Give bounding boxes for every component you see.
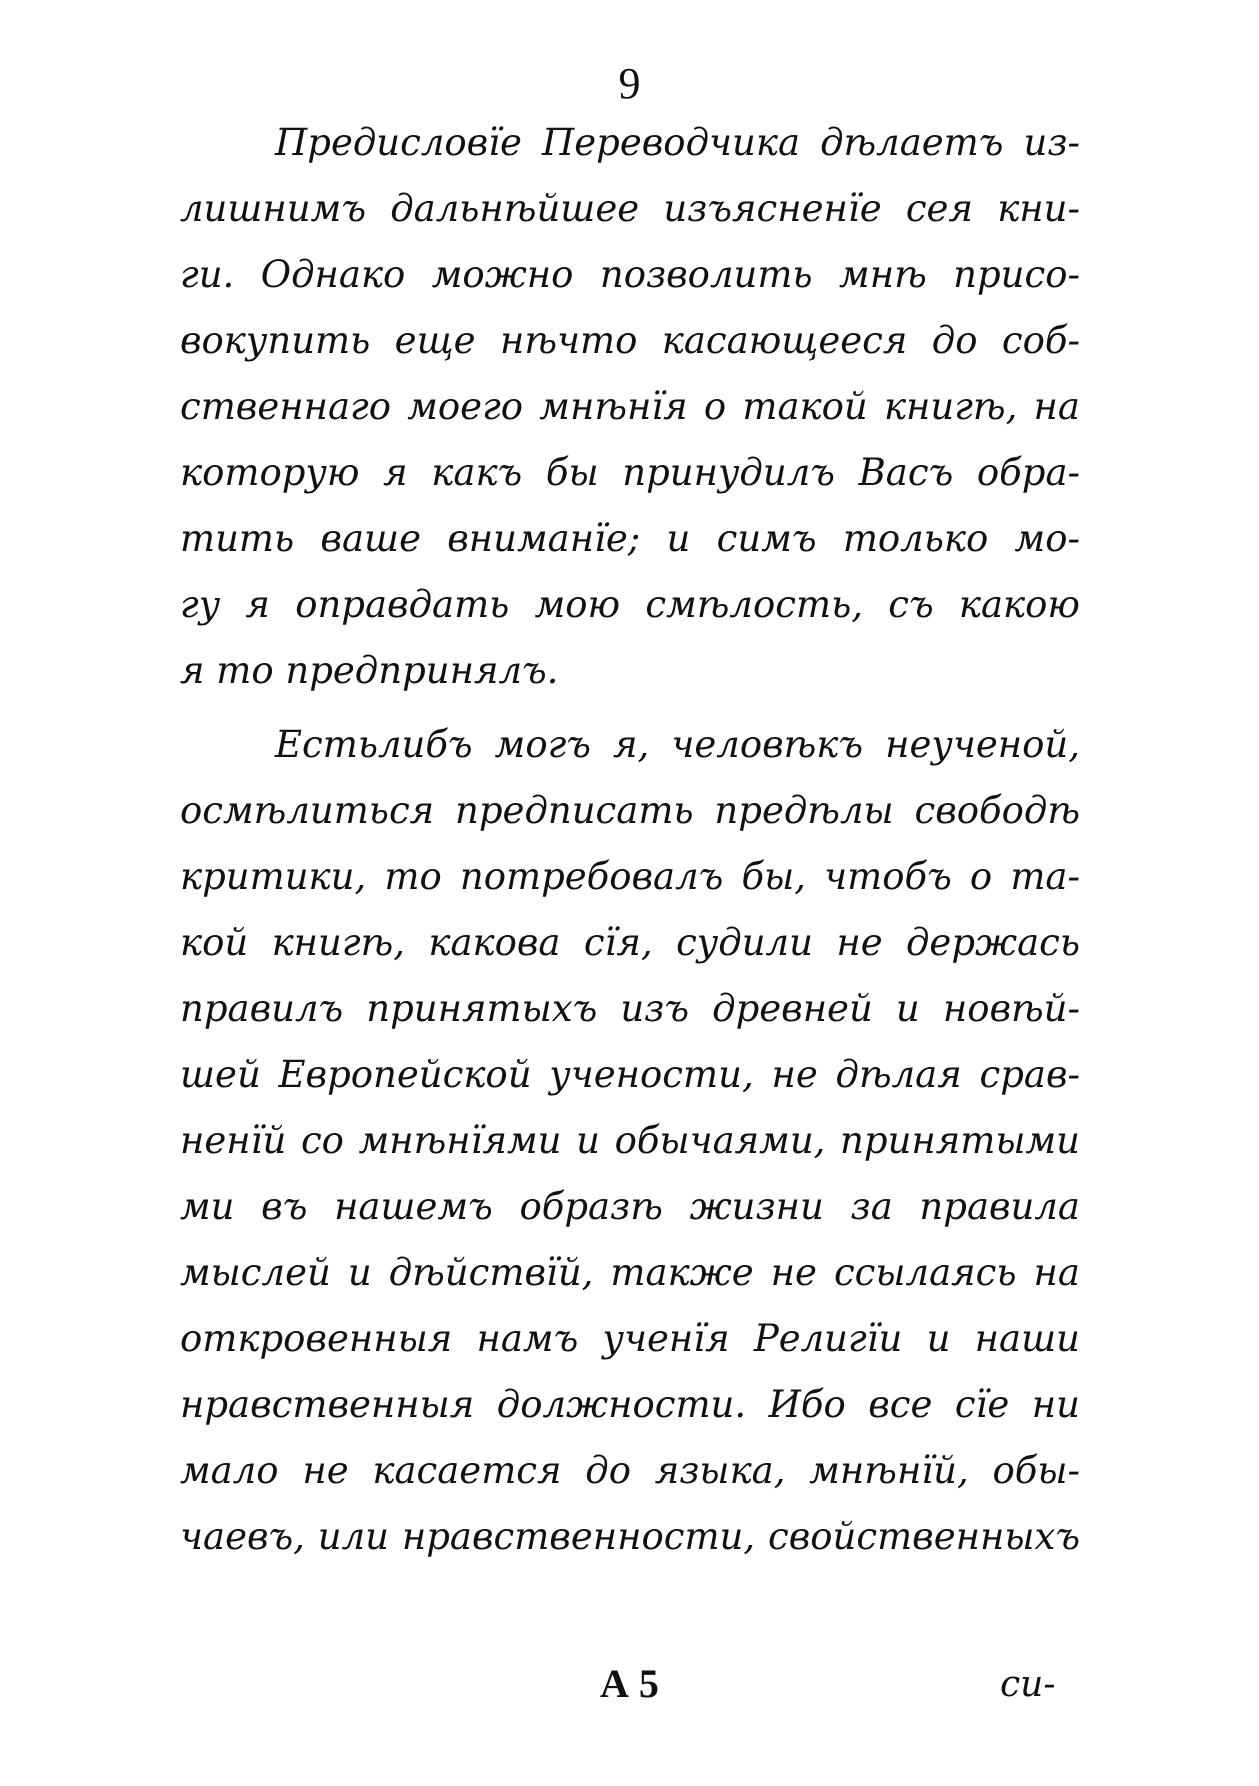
text-line: вокупить еще нѣчто касающееся до соб- bbox=[180, 319, 1080, 362]
text-line: Предисловїе Переводчика дѣлаетъ из- bbox=[275, 121, 1080, 164]
body-text bbox=[180, 110, 1080, 1570]
page-footer bbox=[0, 1660, 1259, 1720]
paragraph bbox=[180, 110, 1080, 704]
text-line: нравственныя должности. Ибо все сїе ни bbox=[180, 1383, 1080, 1426]
text-line: которую я какъ бы принудилъ Васъ обра- bbox=[180, 451, 1080, 494]
paragraph-gap bbox=[180, 704, 1080, 712]
text-line: Естьлибъ могъ я, человѣкъ неученой, bbox=[275, 723, 1080, 766]
text-line: шей Европейской учености, не дѣлая срав- bbox=[180, 1053, 1080, 1096]
text-line: правилъ принятыхъ изъ древней и новѣй- bbox=[180, 987, 1080, 1030]
text-line: мало не касается до языка, мнѣнїй, обы- bbox=[180, 1449, 1080, 1492]
paragraph bbox=[180, 712, 1080, 1570]
text-line: осмѣлиться предписать предѣлы свободѣ bbox=[180, 789, 1080, 832]
text-line: чаевъ, или нравственности, свойственныхъ bbox=[180, 1515, 1080, 1558]
text-line: тить ваше вниманїе; и симъ только мо- bbox=[180, 517, 1080, 560]
catchword: си- bbox=[1000, 1664, 1056, 1705]
text-line: лишнимъ дальнѣйшее изъясненїе сея кни- bbox=[180, 187, 1080, 230]
text-line: ги. Однако можно позволить мнѣ присо- bbox=[180, 253, 1080, 296]
text-line: откровенныя намъ ученїя Религїи и наши bbox=[180, 1317, 1080, 1360]
text-line: гу я оправдать мою смѣлость, съ какою bbox=[180, 583, 1080, 626]
text-line: я то предпринялъ. bbox=[180, 649, 559, 692]
text-line: ненїй со мнѣнїями и обычаями, принятыми bbox=[180, 1119, 1080, 1162]
text-line: ственнаго моего мнѣнїя о такой книгѣ, на bbox=[180, 385, 1080, 428]
page-number: 9 bbox=[618, 59, 641, 108]
text-line: кой книгѣ, какова сїя, судили не держась bbox=[180, 921, 1080, 964]
text-line: ми въ нашемъ образѣ жизни за правила bbox=[180, 1185, 1080, 1228]
text-line: критики, то потребовалъ бы, чтобъ о та- bbox=[180, 855, 1080, 898]
signature-mark: А 5 bbox=[600, 1661, 659, 1706]
text-line: мыслей и дѣйствїй, также не ссылаясь на bbox=[180, 1251, 1080, 1294]
